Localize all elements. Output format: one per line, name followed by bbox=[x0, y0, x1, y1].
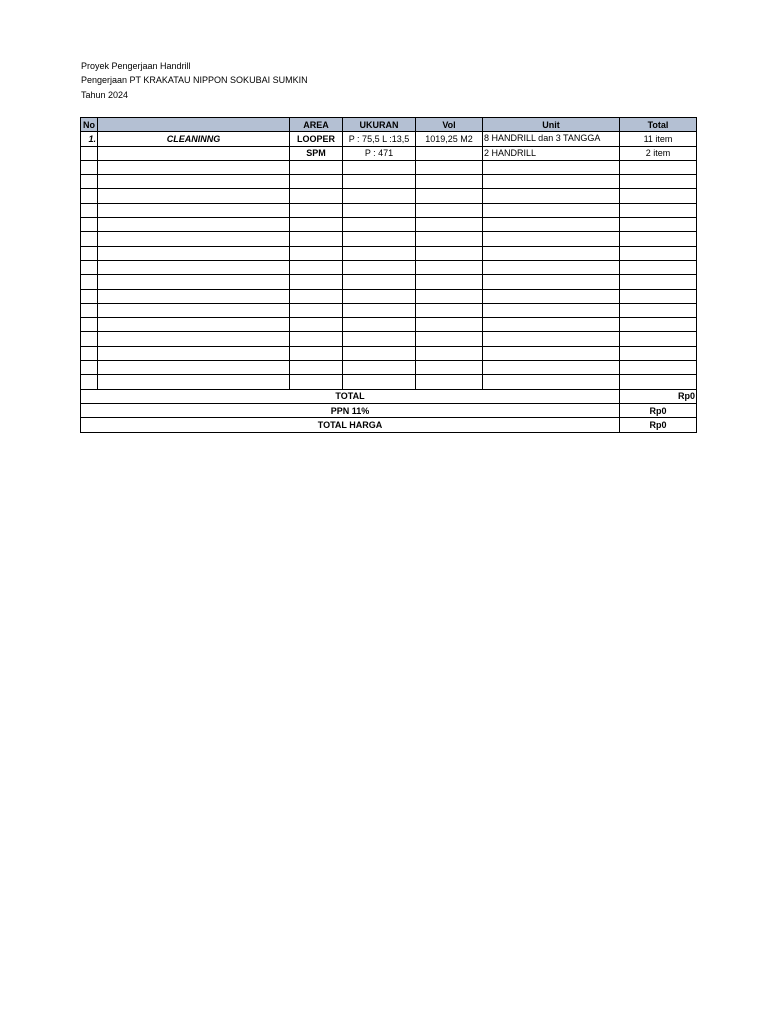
cell-ukuran[interactable] bbox=[343, 246, 416, 260]
cell-unit[interactable] bbox=[483, 346, 620, 360]
col-header-ukuran[interactable]: UKURAN bbox=[343, 118, 416, 132]
cell-vol[interactable] bbox=[416, 189, 483, 203]
empty-row bbox=[81, 203, 697, 217]
cell-vol[interactable] bbox=[416, 175, 483, 189]
cell-area[interactable] bbox=[290, 289, 343, 303]
cell-area[interactable] bbox=[290, 375, 343, 389]
cell-total[interactable] bbox=[620, 189, 697, 203]
cell-no[interactable] bbox=[81, 303, 98, 317]
cell-area[interactable] bbox=[290, 361, 343, 375]
cell-ukuran[interactable] bbox=[343, 332, 416, 346]
grand-total-value[interactable]: Rp0 bbox=[620, 418, 697, 432]
cell-desc[interactable] bbox=[98, 246, 290, 260]
cell-vol[interactable] bbox=[416, 160, 483, 174]
ppn-value[interactable]: Rp0 bbox=[620, 403, 697, 417]
cell-no[interactable] bbox=[81, 246, 98, 260]
col-header-unit[interactable]: Unit bbox=[483, 118, 620, 132]
cell-vol[interactable]: 1019,25 M2 bbox=[416, 132, 483, 146]
cell-area[interactable]: LOOPER bbox=[290, 132, 343, 146]
cell-total[interactable] bbox=[620, 375, 697, 389]
cell-desc[interactable] bbox=[98, 361, 290, 375]
empty-row bbox=[81, 275, 697, 289]
cell-vol[interactable] bbox=[416, 375, 483, 389]
empty-row bbox=[81, 260, 697, 274]
cell-unit[interactable] bbox=[483, 361, 620, 375]
cell-desc[interactable] bbox=[98, 346, 290, 360]
cell-desc[interactable] bbox=[98, 375, 290, 389]
cell-unit[interactable]: 2 HANDRILL bbox=[483, 146, 620, 160]
cell-area[interactable] bbox=[290, 275, 343, 289]
cell-vol[interactable] bbox=[416, 260, 483, 274]
cell-vol[interactable] bbox=[416, 361, 483, 375]
empty-row bbox=[81, 303, 697, 317]
grand-total-label[interactable]: TOTAL HARGA bbox=[81, 418, 620, 432]
cell-desc[interactable] bbox=[98, 275, 290, 289]
cell-desc[interactable] bbox=[98, 232, 290, 246]
cell-area[interactable]: SPM bbox=[290, 146, 343, 160]
cell-unit[interactable] bbox=[483, 203, 620, 217]
cell-no[interactable]: 1. bbox=[81, 132, 98, 146]
cell-unit[interactable] bbox=[483, 232, 620, 246]
summary-row-grand-total bbox=[81, 418, 697, 432]
empty-row bbox=[81, 218, 697, 232]
cell-area[interactable] bbox=[290, 160, 343, 174]
col-header-total[interactable]: Total bbox=[620, 118, 697, 132]
cell-unit[interactable] bbox=[483, 375, 620, 389]
cell-no[interactable] bbox=[81, 275, 98, 289]
cell-total[interactable] bbox=[620, 232, 697, 246]
empty-row bbox=[81, 289, 697, 303]
cell-vol[interactable] bbox=[416, 232, 483, 246]
cell-ukuran[interactable] bbox=[343, 218, 416, 232]
cell-no[interactable] bbox=[81, 289, 98, 303]
cell-vol[interactable] bbox=[416, 203, 483, 217]
table-header-row bbox=[81, 118, 697, 132]
cell-unit[interactable]: 8 HANDRILL dan 3 TANGGA bbox=[483, 132, 620, 146]
cell-desc[interactable] bbox=[98, 218, 290, 232]
cell-total[interactable] bbox=[620, 275, 697, 289]
cell-area[interactable] bbox=[290, 232, 343, 246]
empty-row bbox=[81, 189, 697, 203]
cell-unit[interactable] bbox=[483, 303, 620, 317]
cell-desc[interactable] bbox=[98, 146, 290, 160]
cell-ukuran[interactable] bbox=[343, 189, 416, 203]
cell-ukuran[interactable] bbox=[343, 361, 416, 375]
empty-row bbox=[81, 318, 697, 332]
cell-ukuran[interactable] bbox=[343, 232, 416, 246]
project-client: Pengerjaan PT KRAKATAU NIPPON SOKUBAI SUMKIN bbox=[81, 75, 308, 85]
cell-ukuran[interactable] bbox=[343, 303, 416, 317]
table-row bbox=[81, 132, 697, 146]
col-header-vol[interactable]: Vol bbox=[416, 118, 483, 132]
cell-total[interactable] bbox=[620, 346, 697, 360]
cell-desc[interactable] bbox=[98, 260, 290, 274]
empty-row bbox=[81, 175, 697, 189]
empty-row bbox=[81, 332, 697, 346]
cell-ukuran[interactable] bbox=[343, 318, 416, 332]
cell-total[interactable] bbox=[620, 318, 697, 332]
cell-desc[interactable] bbox=[98, 332, 290, 346]
cell-area[interactable] bbox=[290, 318, 343, 332]
summary-row-total bbox=[81, 389, 697, 403]
cell-total[interactable] bbox=[620, 260, 697, 274]
cell-total[interactable]: 11 item bbox=[620, 132, 697, 146]
cell-unit[interactable] bbox=[483, 275, 620, 289]
cell-vol[interactable] bbox=[416, 318, 483, 332]
cell-area[interactable] bbox=[290, 260, 343, 274]
cell-area[interactable] bbox=[290, 218, 343, 232]
cell-no[interactable] bbox=[81, 175, 98, 189]
empty-row bbox=[81, 375, 697, 389]
cell-area[interactable] bbox=[290, 332, 343, 346]
cell-vol[interactable] bbox=[416, 303, 483, 317]
cell-unit[interactable] bbox=[483, 318, 620, 332]
cell-unit[interactable] bbox=[483, 260, 620, 274]
cell-desc[interactable]: CLEANINNG bbox=[98, 132, 290, 146]
cell-ukuran[interactable] bbox=[343, 160, 416, 174]
col-header-desc[interactable] bbox=[98, 118, 290, 132]
cell-total[interactable] bbox=[620, 289, 697, 303]
cell-no[interactable] bbox=[81, 218, 98, 232]
cell-unit[interactable] bbox=[483, 332, 620, 346]
cell-total[interactable] bbox=[620, 303, 697, 317]
cell-vol[interactable] bbox=[416, 218, 483, 232]
cell-vol[interactable] bbox=[416, 289, 483, 303]
col-header-area[interactable]: AREA bbox=[290, 118, 343, 132]
cell-vol[interactable] bbox=[416, 346, 483, 360]
empty-row bbox=[81, 232, 697, 246]
table-row bbox=[81, 146, 697, 160]
cell-ukuran[interactable]: P : 471 bbox=[343, 146, 416, 160]
cell-ukuran[interactable] bbox=[343, 175, 416, 189]
cell-no[interactable] bbox=[81, 318, 98, 332]
cell-vol[interactable] bbox=[416, 146, 483, 160]
work-table bbox=[80, 117, 697, 433]
cell-total[interactable] bbox=[620, 160, 697, 174]
cell-no[interactable] bbox=[81, 260, 98, 274]
cell-no[interactable] bbox=[81, 146, 98, 160]
cell-vol[interactable] bbox=[416, 332, 483, 346]
cell-desc[interactable] bbox=[98, 175, 290, 189]
cell-unit[interactable] bbox=[483, 246, 620, 260]
total-value[interactable]: Rp0 bbox=[620, 389, 697, 403]
cell-total[interactable] bbox=[620, 203, 697, 217]
empty-row bbox=[81, 361, 697, 375]
cell-ukuran[interactable] bbox=[343, 346, 416, 360]
cell-unit[interactable] bbox=[483, 175, 620, 189]
cell-no[interactable] bbox=[81, 375, 98, 389]
cell-ukuran[interactable] bbox=[343, 375, 416, 389]
cell-no[interactable] bbox=[81, 189, 98, 203]
cell-no[interactable] bbox=[81, 160, 98, 174]
cell-no[interactable] bbox=[81, 361, 98, 375]
cell-unit[interactable] bbox=[483, 289, 620, 303]
cell-no[interactable] bbox=[81, 232, 98, 246]
cell-ukuran[interactable]: P : 75,5 L :13,5 bbox=[343, 132, 416, 146]
empty-row bbox=[81, 160, 697, 174]
cell-desc[interactable] bbox=[98, 160, 290, 174]
cell-total[interactable] bbox=[620, 332, 697, 346]
project-title: Proyek Pengerjaan Handrill bbox=[81, 61, 191, 71]
cell-area[interactable] bbox=[290, 346, 343, 360]
cell-ukuran[interactable] bbox=[343, 203, 416, 217]
cell-area[interactable] bbox=[290, 189, 343, 203]
cell-desc[interactable] bbox=[98, 289, 290, 303]
cell-vol[interactable] bbox=[416, 246, 483, 260]
cell-unit[interactable] bbox=[483, 160, 620, 174]
cell-desc[interactable] bbox=[98, 303, 290, 317]
ppn-label[interactable]: PPN 11% bbox=[81, 403, 620, 417]
cell-ukuran[interactable] bbox=[343, 260, 416, 274]
cell-area[interactable] bbox=[290, 303, 343, 317]
cell-total[interactable] bbox=[620, 246, 697, 260]
cell-vol[interactable] bbox=[416, 275, 483, 289]
total-label[interactable]: TOTAL bbox=[81, 389, 620, 403]
col-header-no[interactable]: No bbox=[81, 118, 98, 132]
cell-total[interactable] bbox=[620, 218, 697, 232]
cell-unit[interactable] bbox=[483, 218, 620, 232]
cell-desc[interactable] bbox=[98, 318, 290, 332]
cell-no[interactable] bbox=[81, 203, 98, 217]
empty-row bbox=[81, 246, 697, 260]
cell-total[interactable]: 2 item bbox=[620, 146, 697, 160]
cell-desc[interactable] bbox=[98, 203, 290, 217]
cell-ukuran[interactable] bbox=[343, 275, 416, 289]
empty-row bbox=[81, 346, 697, 360]
cell-area[interactable] bbox=[290, 203, 343, 217]
cell-no[interactable] bbox=[81, 346, 98, 360]
summary-row-ppn bbox=[81, 403, 697, 417]
cell-desc[interactable] bbox=[98, 189, 290, 203]
cell-area[interactable] bbox=[290, 246, 343, 260]
project-year: Tahun 2024 bbox=[81, 90, 129, 100]
cell-total[interactable] bbox=[620, 175, 697, 189]
cell-unit[interactable] bbox=[483, 189, 620, 203]
cell-total[interactable] bbox=[620, 361, 697, 375]
cell-no[interactable] bbox=[81, 332, 98, 346]
cell-area[interactable] bbox=[290, 175, 343, 189]
cell-ukuran[interactable] bbox=[343, 289, 416, 303]
